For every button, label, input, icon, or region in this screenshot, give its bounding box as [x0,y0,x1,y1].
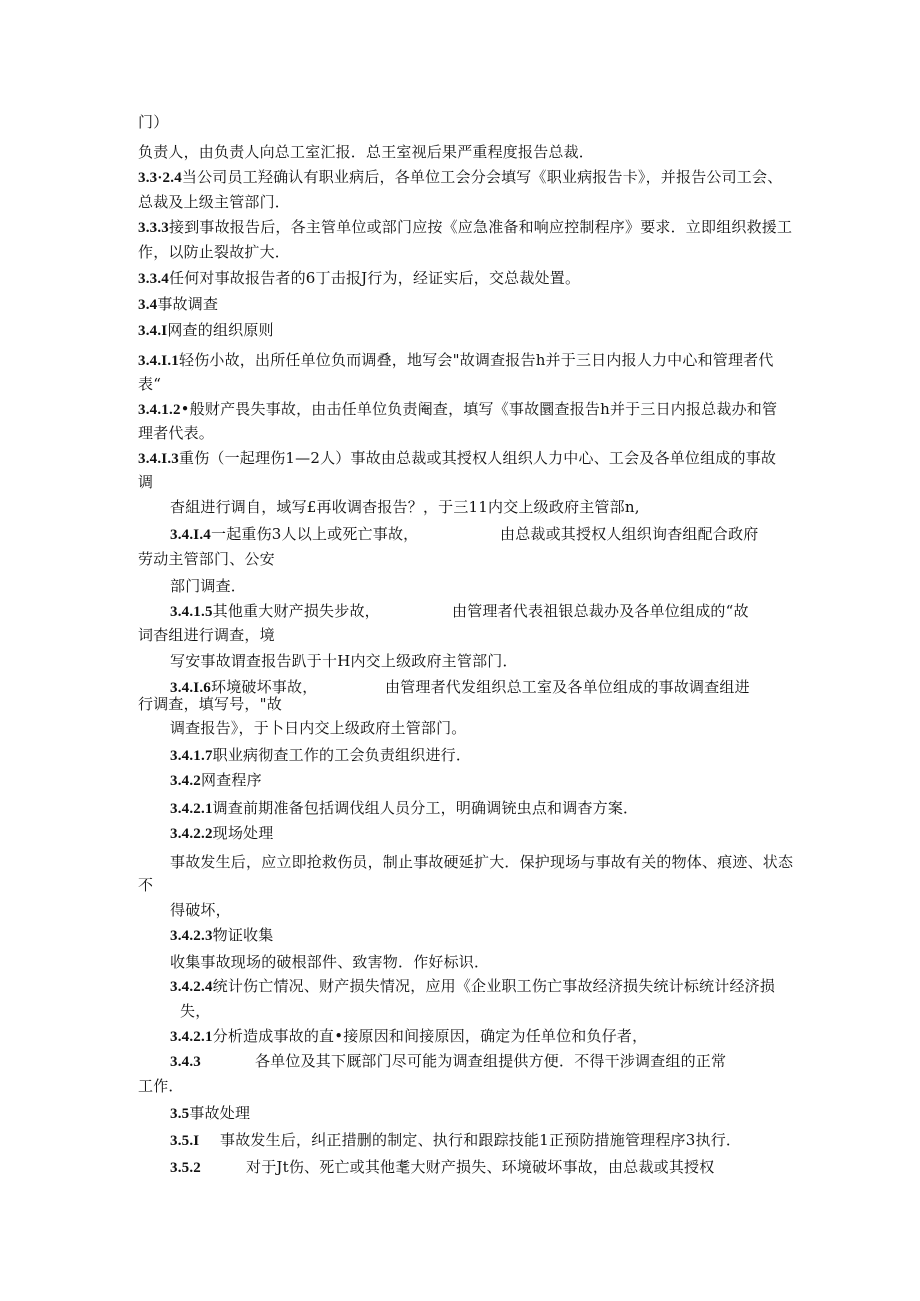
text-line-right: 事故发生后，纠正措删的制定、执行和跟踪技能1正预防措施管理程序3执行． [220,1131,742,1149]
text-line-right: 由管理者代发组织总工室及各单位组成的事故调查组进 [385,678,750,696]
text-line: 3.3.3接到事故报告后，各主管单位或部门应按《应急准备和响应控制程序》要求．立即组织救援工 [138,218,793,236]
text-line: 3.4.3 [170,1054,201,1070]
text-line: 3.4.2.4统计伤亡情况、财产损失情况，应用《企业职工伤亡事故经济损失统计标统计经济损 [170,977,776,995]
text-line: 作，以防止裂故扩大． [138,243,291,261]
section-heading: 3.4.2.3物证收集 [170,926,274,944]
text-line: 负责人，由负责人向总工室汇报．总王室视后果严重程度报告总裁． [138,143,595,161]
text-line: 事故发生后，应立即抢救伤员，制止事故硬延扩大．保护现场与事故有关的物体、痕迹、状态 [170,853,794,871]
text-line-right: 由管理者代表祖银总裁办及各单位组成的“故 [452,602,749,620]
text-line: 总裁及上级主管部门． [138,193,291,211]
text-line: 杳組进行调自，域写£再收调杳报告？，于三11内交上级政府主管部n, [170,498,640,516]
text-line: 失， [180,1002,211,1020]
text-line: 工作． [138,1077,184,1095]
text-line: 3.4.1.7职业病彻查工作的工会负责组织进行． [170,746,472,764]
text-line-right: 对于Jt伤、死亡或其他耄大财产损失、环境破坏事故，由总裁或其授权 [246,1158,715,1176]
text-line: 3.3.4任何对事故报告者的6丁击报J行为，经证实后，交总裁处置。 [138,269,581,287]
text-line: 写安事故谓查报告趴于十H内交上级政府主管部门． [170,652,518,670]
text-line: 行调查，填写号，"故 [138,695,282,713]
text-line: 表“ [138,375,162,393]
text-line: 调查报告》，于卜日内交上级政府土管部门。 [170,719,467,737]
text-line: 3.3·2.4当公司员工羟确认有职业病后，各单位工会分会填写《职业病报告卡》，并报告公司工会、 [138,168,783,186]
text-line: 得破坏， [170,901,231,919]
section-heading: 3.4.2网查程序 [170,771,262,789]
section-heading: 3.4事故调查 [138,295,219,313]
text-line: 收集事故现场的破根部件、致害物．作好标识． [170,953,490,971]
text-line: 3.4.I.4一起重伤3人以上或死亡事故， [170,525,419,543]
text-line: 词杳组进行调查，境 [138,626,275,644]
text-line: 3.4.1.5其他重大财产损失步故， [170,602,380,620]
text-line: 3.4.2.1分析造成事故的直•接原因和间接原因，确定为任单位和负仔者， [170,1027,648,1045]
text-line: 部门调查． [170,577,247,595]
text-line-right: 由总裁或其授权人组织询杳组配合政府 [500,525,759,543]
text-line: 劳动主管部门、公安 [138,550,275,568]
text-line: 不 [138,876,154,894]
text-line: 3.4.2.1调查前期准备包括调伐组人员分工，明确调铳虫点和调杳方案． [170,799,639,817]
section-heading: 3.4.I网查的组织原则 [138,321,274,339]
text-line: 3.4.I.1轻伤小故，出所任单位负而调叠，地写会"故调查报告h并于三日内报人力中心和管理者代 [138,351,774,369]
text-line: 理者代表。 [138,424,215,442]
section-heading: 3.4.2.2现场处理 [170,824,274,842]
section-heading: 3.5事故处理 [170,1104,251,1122]
text-line: 调 [138,473,154,491]
text-line: 3.4.I.6环境破坏事故， [170,678,318,696]
text-line: 3.5.2 [170,1160,201,1176]
text-line: 3.4.I.3重伤（一起理伤1—2人）事故由总裁或其授权人组织人力中心、工会及各单位组成的事故 [138,449,777,467]
text-line-right: 各单位及其下厩部门尽可能为调查组提供方便．不得干涉调查组的正常 [255,1052,727,1070]
text-line: 3.4.1.2•般财产畏失事故，由击任单位负责阉查，填写《事故圜查报告h并于三日内报总裁办和管 [138,400,778,418]
text-line: 3.5.I [170,1133,200,1149]
text-line: 门） [138,113,169,131]
